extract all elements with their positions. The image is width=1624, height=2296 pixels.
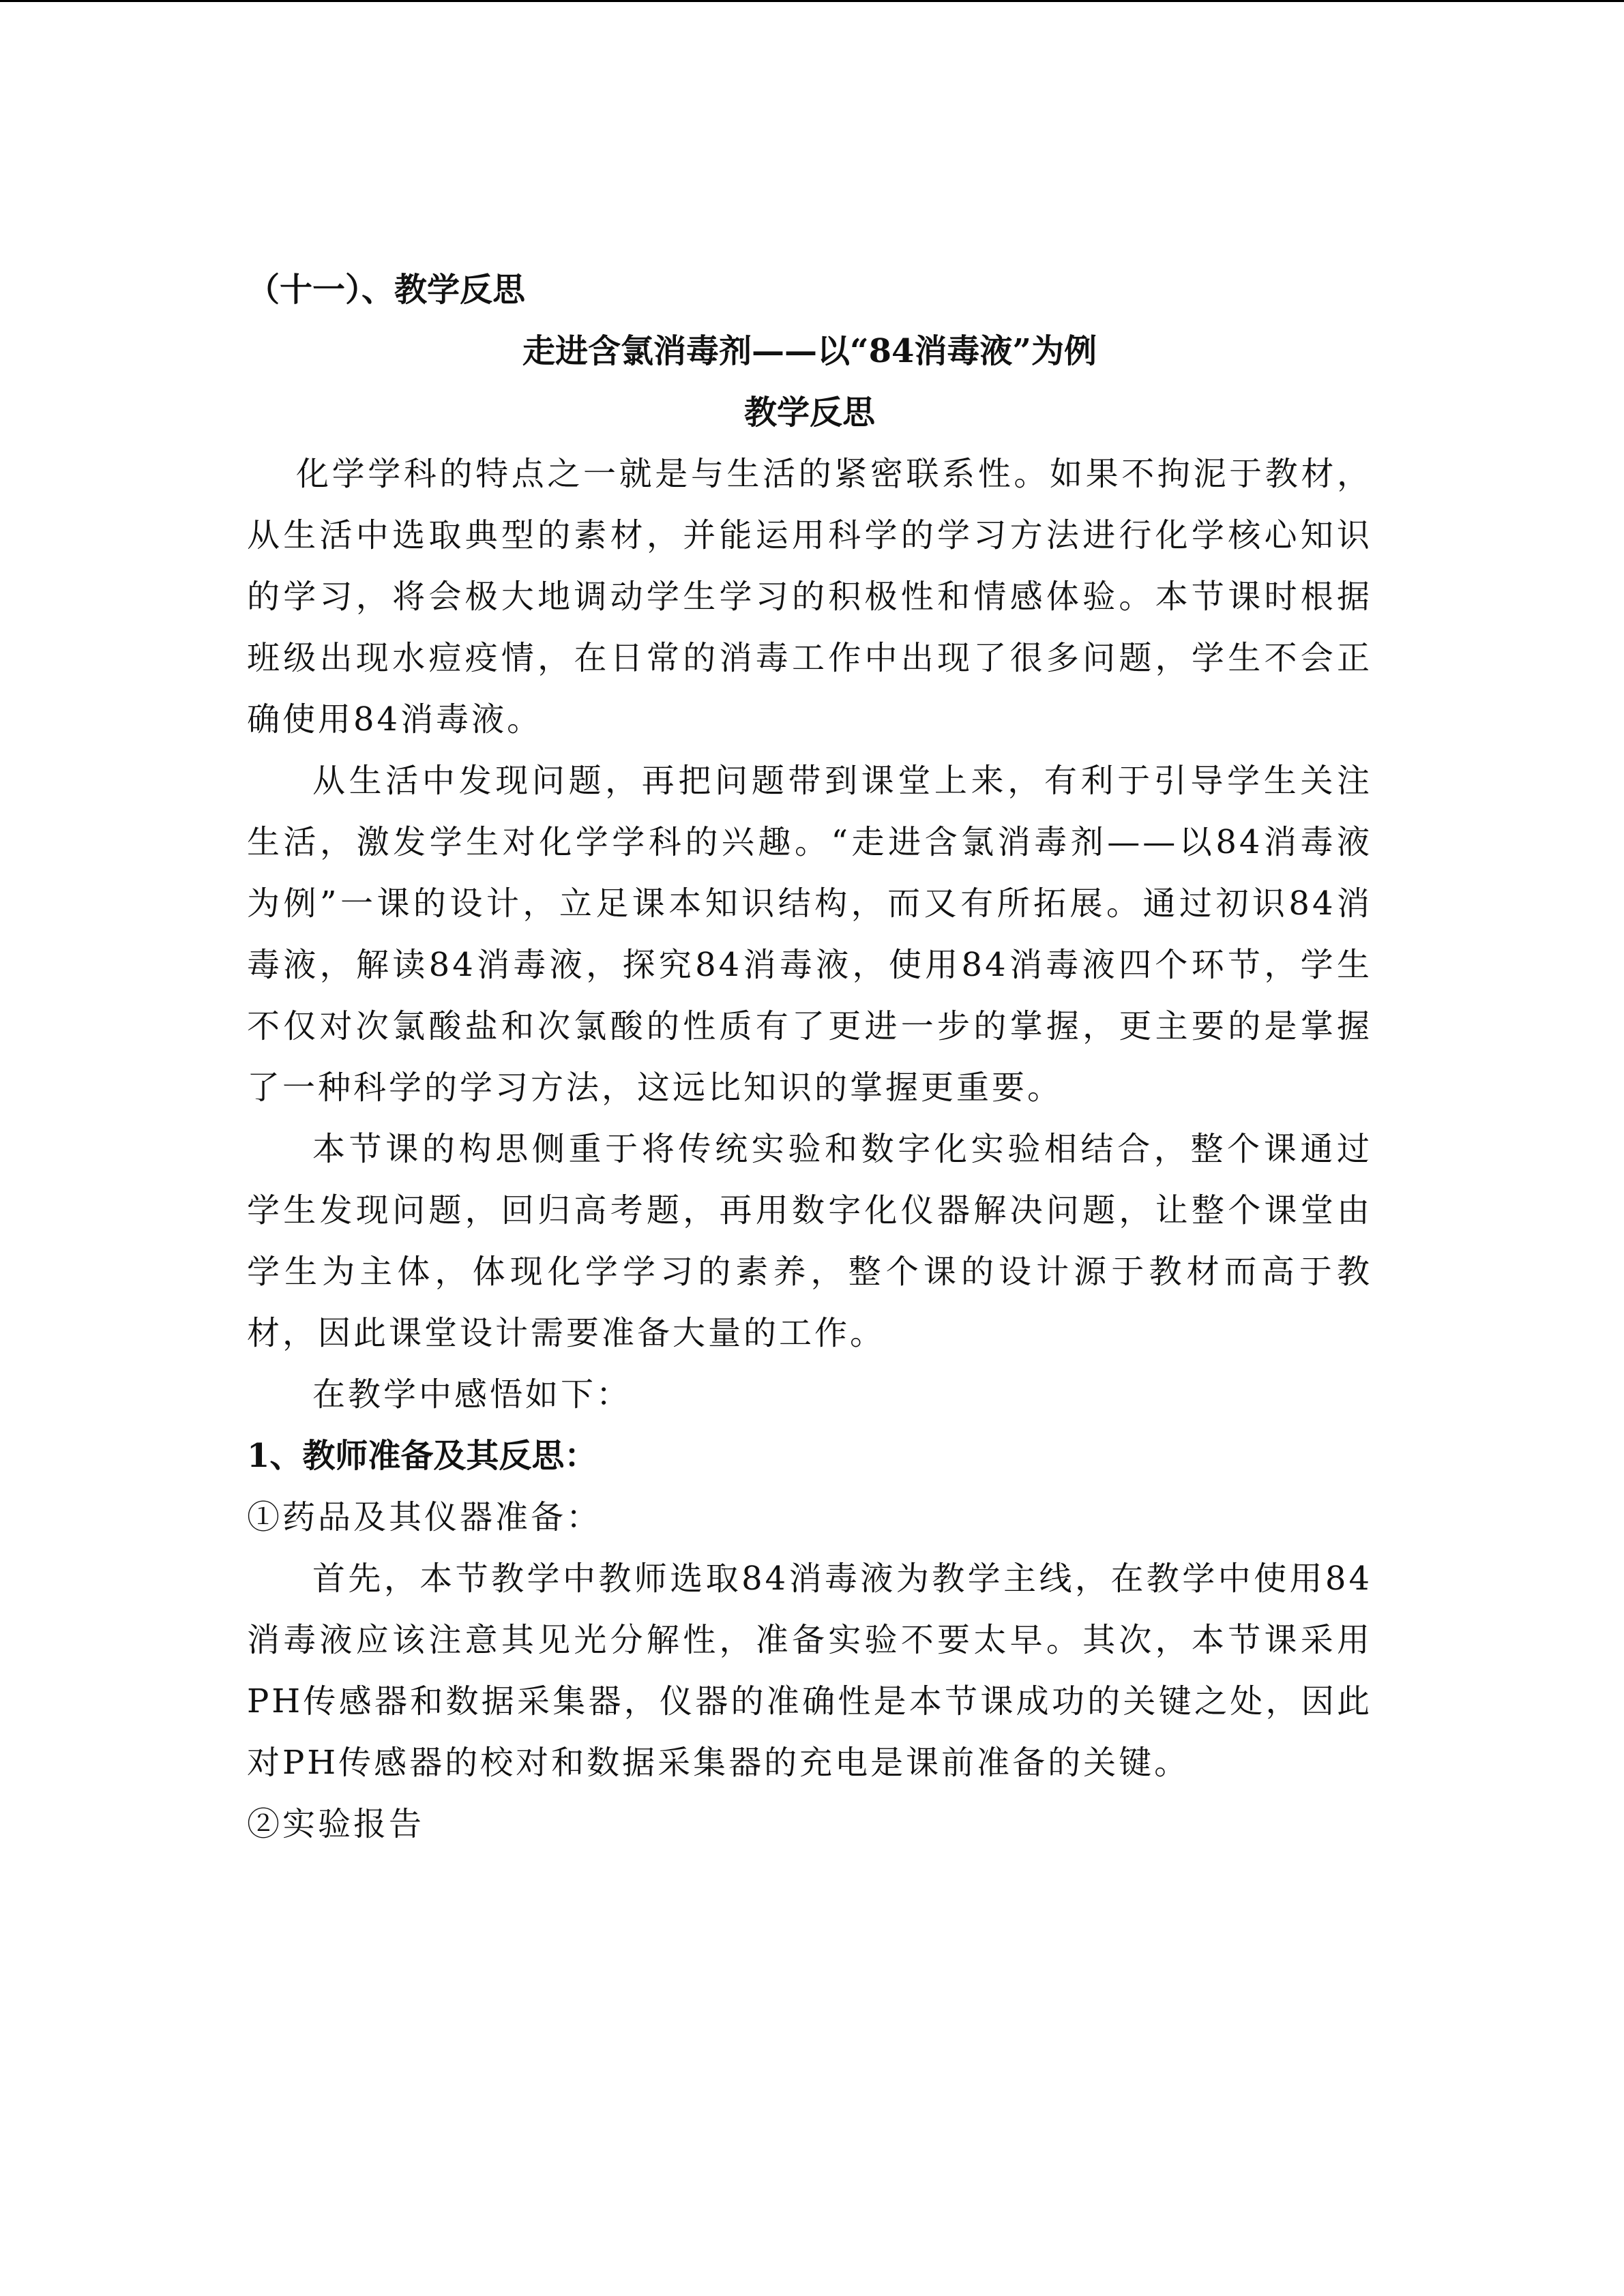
top-border-line — [0, 0, 1624, 2]
section-heading: （十一）、教学反思 — [247, 271, 526, 309]
document-subtitle: 教学反思 — [743, 393, 875, 432]
paragraph-problem-from-life: 从生活中发现问题，再把问题带到课堂上来，有利于引导学生关注生活，激发学生对化学学科的兴趣。“走进含氯消毒剂——以84消毒液为例”一课的设计，立足课本知识结构，而又有所拓展。通过初识84消毒液，解读84消毒液，探究84消毒液，使用84消毒液四个环节，学生不仅对次氯酸盐和次氯酸的性质有了更进一步的掌握，更主要的是掌握了一种科学的学习方法，这远比知识的掌握更重要。 — [247, 762, 1372, 1107]
heading-teacher-preparation: 1、教师准备及其反思： — [247, 1437, 597, 1475]
item-experiment-report: ②实验报告 — [247, 1805, 425, 1843]
paragraph-intro: 化学学科的特点之一就是与生活的紧密联系性。如果不拘泥于教材，从生活中选取典型的素材，并能运用科学的学习方法进行化学核心知识的学习，将会极大地调动学生学习的积极性和情感体验。本节课时根据班级出现水痘疫情，在日常的消毒工作中出现了很多问题，学生不会正确使用84消毒液。 — [247, 455, 1372, 739]
document-body — [247, 259, 1372, 1855]
paragraph-lesson-design: 本节课的构思侧重于将传统实验和数字化实验相结合，整个课通过学生发现问题，回归高考题，再用数字化仪器解决问题，让整个课堂由学生为主体，体现化学学习的素养，整个课的设计源于教材而高于教材，因此课堂设计需要准备大量的工作。 — [247, 1130, 1372, 1352]
paragraph-insights-intro: 在教学中感悟如下： — [312, 1375, 632, 1414]
item-materials-preparation: ①药品及其仪器准备： — [247, 1498, 602, 1536]
document-title: 走进含氯消毒剂——以“84消毒液”为例 — [522, 332, 1097, 370]
paragraph-preparation-details: 首先，本节教学中教师选取84消毒液为教学主线，在教学中使用84消毒液应该注意其见光分解性，准备实验不要太早。其次，本节课采用PH传感器和数据采集器，仪器的准确性是本节课成功的关键之处，因此对PH传感器的校对和数据采集器的充电是课前准备的关键。 — [247, 1560, 1372, 1782]
